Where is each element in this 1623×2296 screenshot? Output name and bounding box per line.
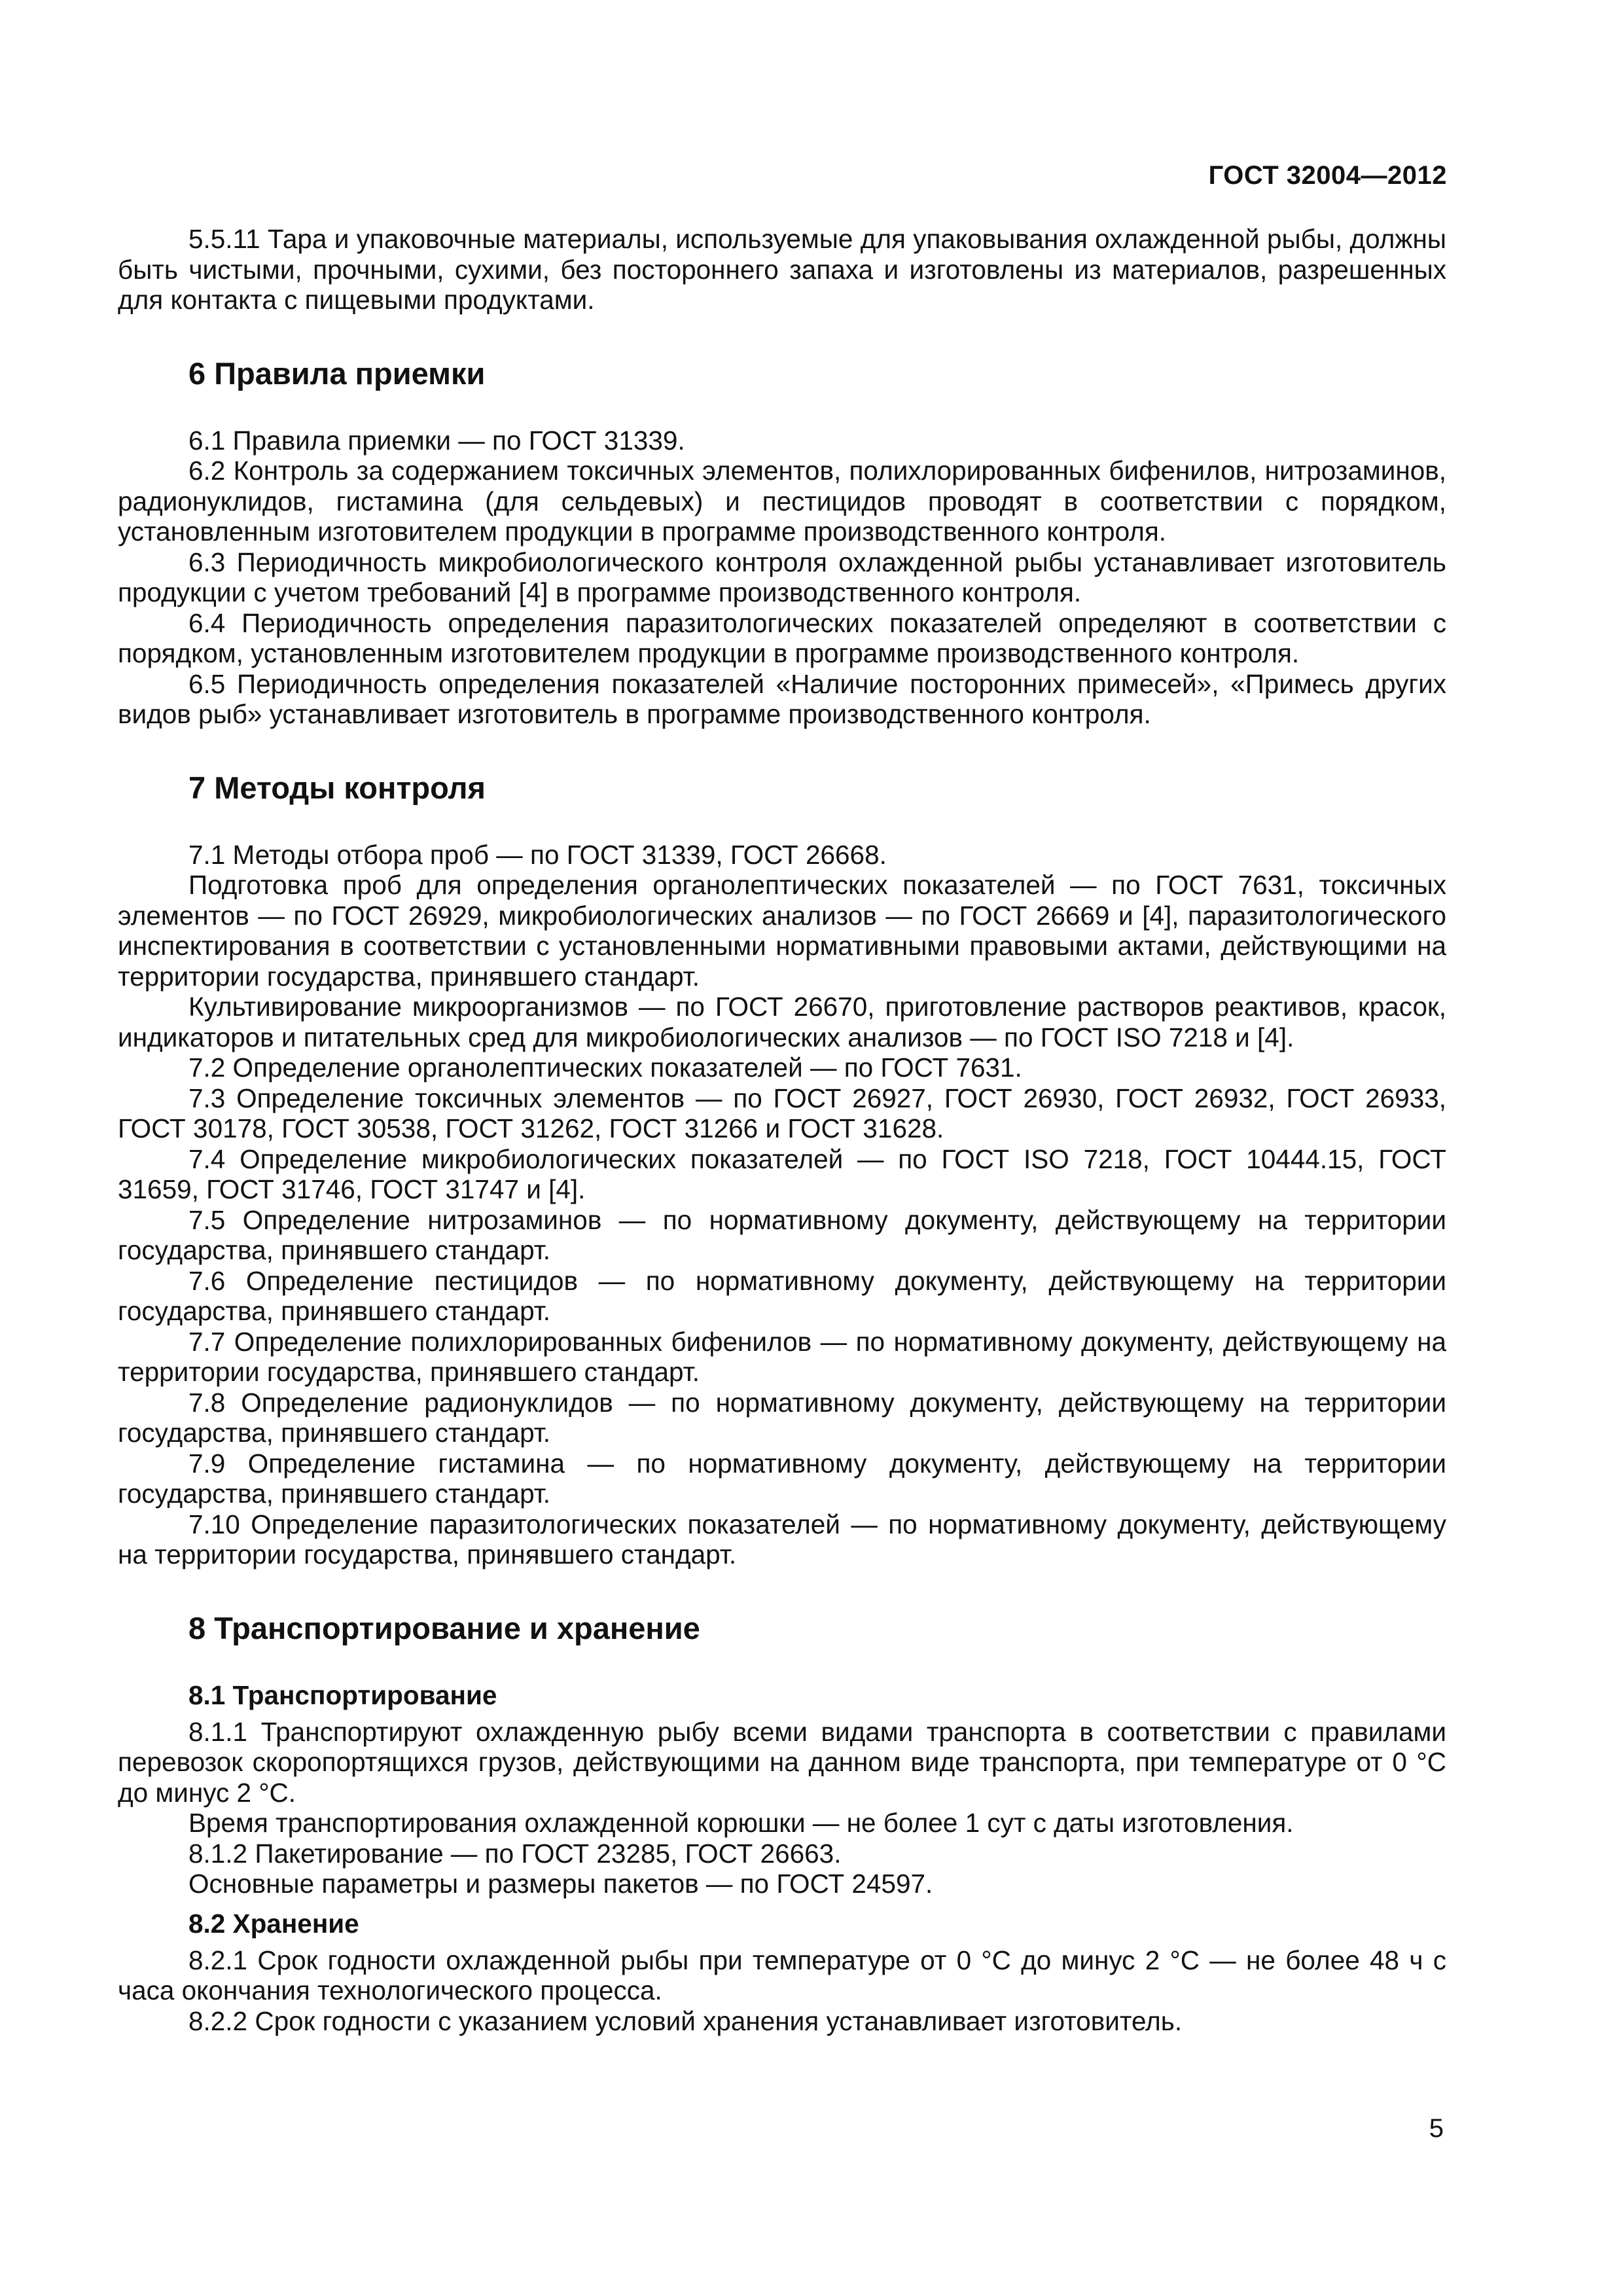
paragraph-7-1-sample-prep: Подготовка проб для определения органолептических показателей — по ГОСТ 7631, токсичных элементов — по ГОСТ 26929, микробиологических анализов — по ГОСТ 26669 и [4], паразитологического инспектирования в соответствии с установленными нормативными правовыми актами, действующими на территории государства, принявшего стандарт. bbox=[118, 870, 1446, 992]
paragraph-7-6: 7.6 Определение пестицидов — по нормативному документу, действующему на территории государства, принявшего стандарт. bbox=[118, 1265, 1446, 1326]
paragraph-8-1-1: 8.1.1 Транспортируют охлажденную рыбу всеми видами транспорта в соответствии с правилами перевозок скоропортящихся грузов, действующими на данном виде транспорта, при температуре от 0 °С до минус 2 °С. bbox=[118, 1716, 1446, 1808]
paragraph-7-1-cultivation: Культивирование микроорганизмов — по ГОСТ 26670, приготовление растворов реактивов, красок, индикаторов и питательных сред для микробиологических анализов — по ГОСТ ISO 7218 и [4]. bbox=[118, 992, 1446, 1052]
paragraph-7-3: 7.3 Определение токсичных элементов — по ГОСТ 26927, ГОСТ 26930, ГОСТ 26932, ГОСТ 26933, ГОСТ 30178, ГОСТ 30538, ГОСТ 31262, ГОСТ 31266 и ГОСТ 31628. bbox=[118, 1083, 1446, 1143]
paragraph-6-3: 6.3 Периодичность микробиологического контроля охлажденной рыбы устанавливает изготовитель продукции с учетом требований [4] в программе производственного контроля. bbox=[118, 547, 1446, 607]
subsection-8-2-heading: 8.2 Хранение bbox=[188, 1908, 359, 1939]
paragraph-8-1-2-params: Основные параметры и размеры пакетов — по ГОСТ 24597. bbox=[188, 1869, 933, 1899]
paragraph-7-9: 7.9 Определение гистамина — по нормативному документу, действующему на территории государства, принявшего стандарт. bbox=[118, 1448, 1446, 1509]
paragraph-7-10: 7.10 Определение паразитологических показателей — по нормативному документу, действующему на территории государства, принявшего стандарт. bbox=[118, 1509, 1446, 1570]
paragraph-6-2: 6.2 Контроль за содержанием токсичных элементов, полихлорированных бифенилов, нитрозаминов, радионуклидов, гистамина (для сельдевых) и пестицидов проводят в соответствии с порядком, установленным изготовителем продукции в программе производственного контроля. bbox=[118, 456, 1446, 547]
paragraph-7-1: 7.1 Методы отбора проб — по ГОСТ 31339, ГОСТ 26668. bbox=[188, 839, 887, 870]
page-number: 5 bbox=[1429, 2114, 1444, 2143]
paragraph-8-2-2: 8.2.2 Срок годности с указанием условий хранения устанавливает изготовитель. bbox=[188, 2005, 1183, 2036]
document-code: ГОСТ 32004—2012 bbox=[1208, 161, 1447, 190]
paragraph-7-4: 7.4 Определение микробиологических показателей — по ГОСТ ISO 7218, ГОСТ 10444.15, ГОСТ 31659, ГОСТ 31746, ГОСТ 31747 и [4]. bbox=[118, 1143, 1446, 1204]
page-body bbox=[118, 224, 1446, 2036]
paragraph-7-5: 7.5 Определение нитрозаминов — по нормативному документу, действующему на территории государства, принявшего стандарт. bbox=[118, 1204, 1446, 1265]
paragraph-7-8: 7.8 Определение радионуклидов — по нормативному документу, действующему на территории государства, принявшего стандарт. bbox=[118, 1387, 1446, 1448]
paragraph-8-1-2: 8.1.2 Пакетирование — по ГОСТ 23285, ГОСТ 26663. bbox=[188, 1838, 842, 1869]
paragraph-8-1-1-time: Время транспортирования охлажденной корюшки — не более 1 сут с даты изготовления. bbox=[188, 1808, 1294, 1838]
section-6-heading: 6 Правила приемки bbox=[188, 355, 486, 391]
paragraph-5-5-11: 5.5.11 Тара и упаковочные материалы, используемые для упаковывания охлажденной рыбы, должны быть чистыми, прочными, сухими, без постороннего запаха и изготовлены из материалов, разрешенных для контакта с пищевыми продуктами. bbox=[118, 224, 1446, 315]
paragraph-6-4: 6.4 Периодичность определения паразитологических показателей определяют в соответствии с порядком, установленным изготовителем продукции в программе производственного контроля. bbox=[118, 607, 1446, 668]
paragraph-7-7: 7.7 Определение полихлорированных бифенилов — по нормативному документу, действующему на территории государства, принявшего стандарт. bbox=[118, 1326, 1446, 1387]
paragraph-8-2-1: 8.2.1 Срок годности охлажденной рыбы при температуре от 0 °С до минус 2 °С — не более 48 ч с часа окончания технологического процесса. bbox=[118, 1945, 1446, 2005]
section-8-heading: 8 Транспортирование и хранение bbox=[188, 1610, 700, 1645]
subsection-8-1-heading: 8.1 Транспортирование bbox=[188, 1679, 497, 1710]
paragraph-6-5: 6.5 Периодичность определения показателей «Наличие посторонних примесей», «Примесь других видов рыб» устанавливает изготовитель в программе производственного контроля. bbox=[118, 668, 1446, 729]
paragraph-7-2: 7.2 Определение органолептических показателей — по ГОСТ 7631. bbox=[188, 1052, 1022, 1083]
paragraph-6-1: 6.1 Правила приемки — по ГОСТ 31339. bbox=[188, 425, 685, 456]
section-7-heading: 7 Методы контроля bbox=[188, 770, 486, 805]
